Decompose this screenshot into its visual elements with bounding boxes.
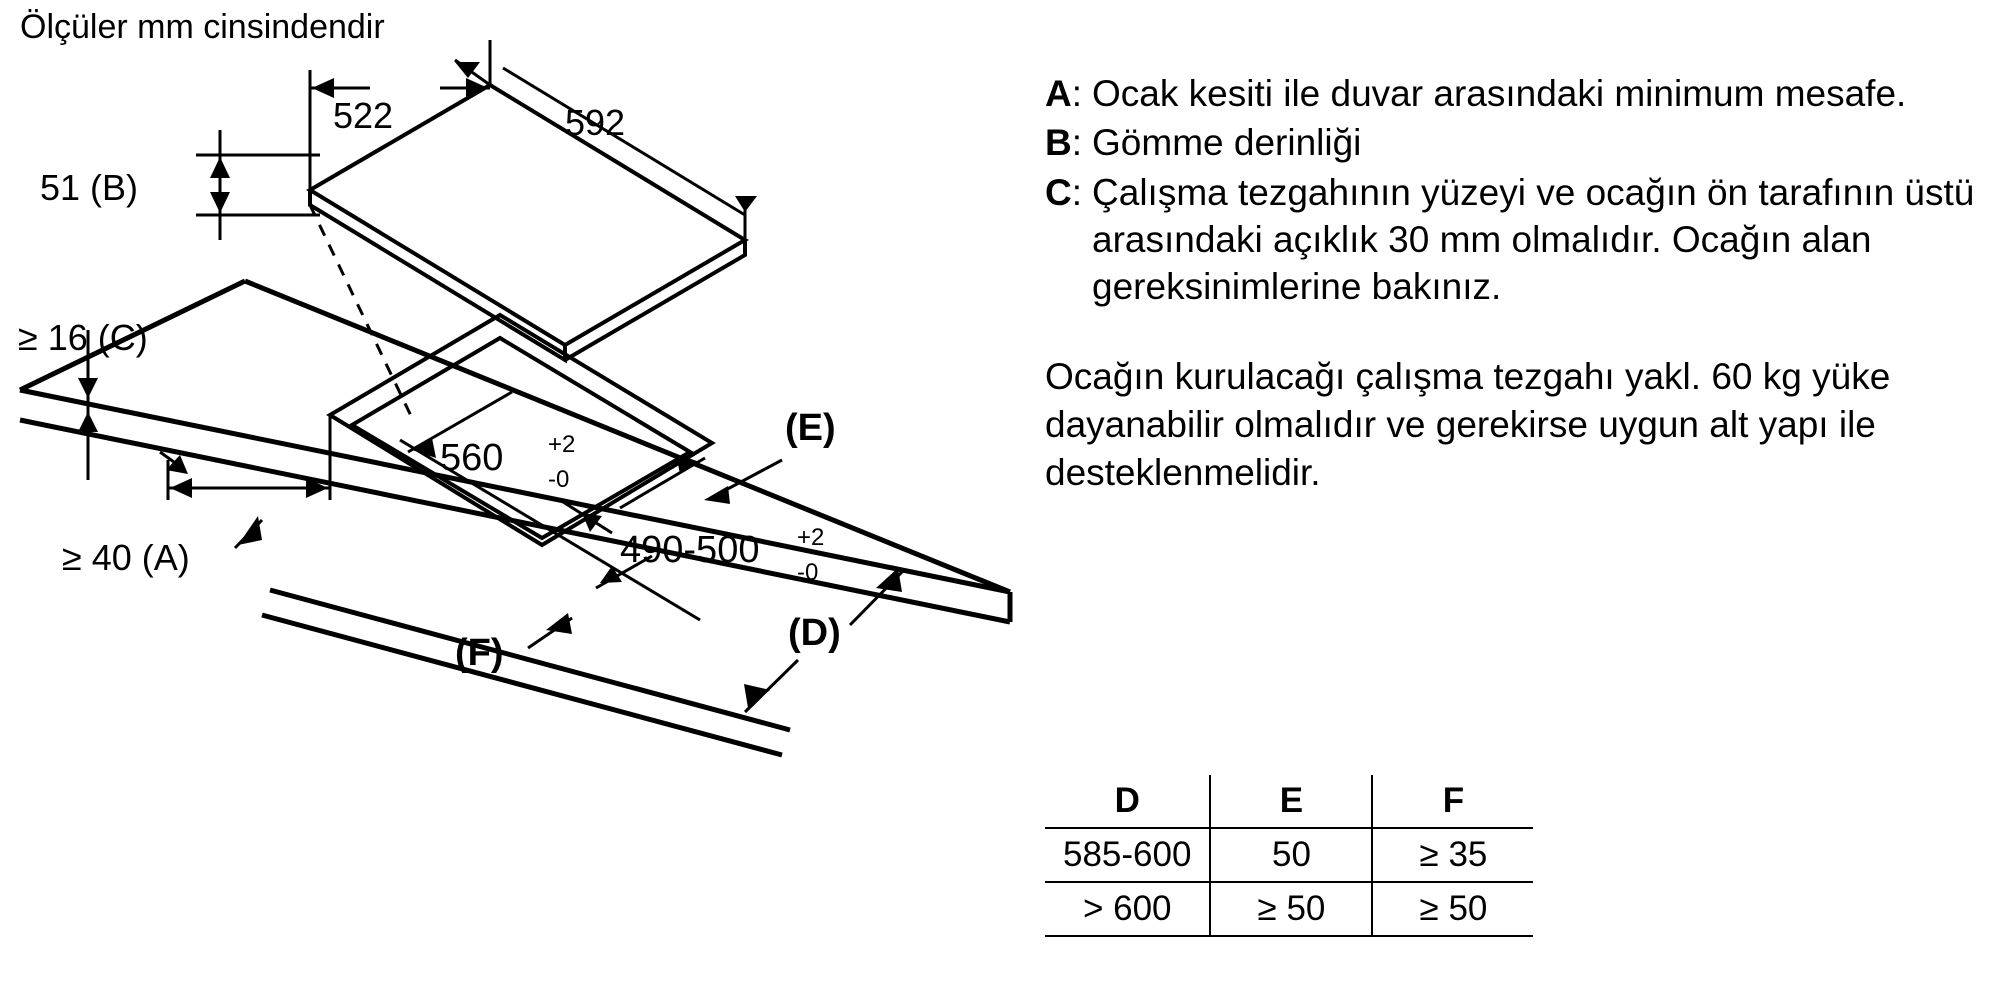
dim-label-560-plus: +2 (548, 431, 576, 458)
legend-item-a (1045, 70, 1975, 117)
dim-label-490-500-minus: -0 (797, 559, 819, 586)
legend-key-b: B (1045, 122, 1072, 164)
dim-label-592: 592 (565, 102, 626, 143)
marker-label-F: (F) (455, 632, 504, 674)
dim-label-51B: 51 (B) (40, 167, 139, 208)
legend-colon-a: : (1071, 73, 1083, 114)
dim-51-B (196, 130, 320, 240)
dimension-table-wrap (1045, 775, 1575, 937)
table-cell-d-1: 585-600 (1045, 828, 1210, 882)
marker-arrow-E (704, 486, 730, 504)
table-cell-f-1: ≥ 35 (1372, 828, 1533, 882)
legend-key-c: C (1045, 171, 1072, 213)
legend-text-c: Çalışma tezgahının yüzeyi ve ocağın ön tarafının üstü arasındaki açıklık 30 mm olmalıdır. Ocağın alan gereksinimlerine bakınız. (1092, 171, 1975, 308)
worktop-cutout-icon (330, 315, 712, 545)
legend-item-b (1045, 119, 1975, 166)
table-row (1045, 882, 1533, 936)
worktop-slab-icon (20, 390, 1010, 622)
table-cell-f-2: ≥ 50 (1372, 882, 1533, 936)
legend-colon-c: : (1071, 171, 1083, 213)
marker-label-E: (E) (785, 407, 836, 449)
marker-label-D: (D) (788, 612, 841, 654)
dimension-table (1045, 775, 1533, 937)
text-pane (1045, 70, 1975, 497)
marker-arrow-D-lower (744, 684, 770, 708)
dim-label-490-500: 490-500 (620, 529, 760, 571)
legend-key-a: A (1045, 73, 1072, 114)
legend-colon-b: : (1071, 122, 1083, 164)
dim-label-560-minus: -0 (548, 466, 570, 493)
table-cell-e-1: 50 (1210, 828, 1372, 882)
marker-arrow-F (546, 613, 572, 634)
table-header-e: E (1210, 775, 1372, 828)
table-row (1045, 828, 1533, 882)
table-cell-d-2: > 600 (1045, 882, 1210, 936)
legend-text-b: Gömme derinliği (1092, 122, 1362, 164)
table-header-row (1045, 775, 1533, 828)
legend-item-c (1045, 169, 1975, 311)
dim-label-522: 522 (333, 95, 394, 136)
dim-490-500-arrows (582, 513, 622, 583)
dim-label-490-500-plus: +2 (797, 524, 825, 551)
dim-label-16C: ≥ 16 (C) (18, 317, 148, 358)
table-header-d: D (1045, 775, 1210, 828)
legend-list (1045, 70, 1975, 311)
dim-40-A (160, 415, 330, 500)
table-cell-e-2: ≥ 50 (1210, 882, 1372, 936)
worktop-front-band-icon (262, 590, 790, 755)
dim-label-40A: ≥ 40 (A) (62, 537, 190, 578)
load-capacity-note: Ocağın kurulacağı çalışma tezgahı yakl. 60 kg yüke dayanabilir olmalıdır ve gerekirse uygun alt yapı ile desteklenmelidir. (1045, 355, 1891, 493)
marker-arrow-D-upper (876, 568, 902, 592)
legend-text-a: Ocak kesiti ile duvar arasındaki minimum mesafe. (1092, 73, 1907, 114)
diagram-caption: Ölçüler mm cinsindendir (20, 8, 385, 46)
dim-label-560: 560 (440, 437, 504, 479)
table-header-f: F (1372, 775, 1533, 828)
